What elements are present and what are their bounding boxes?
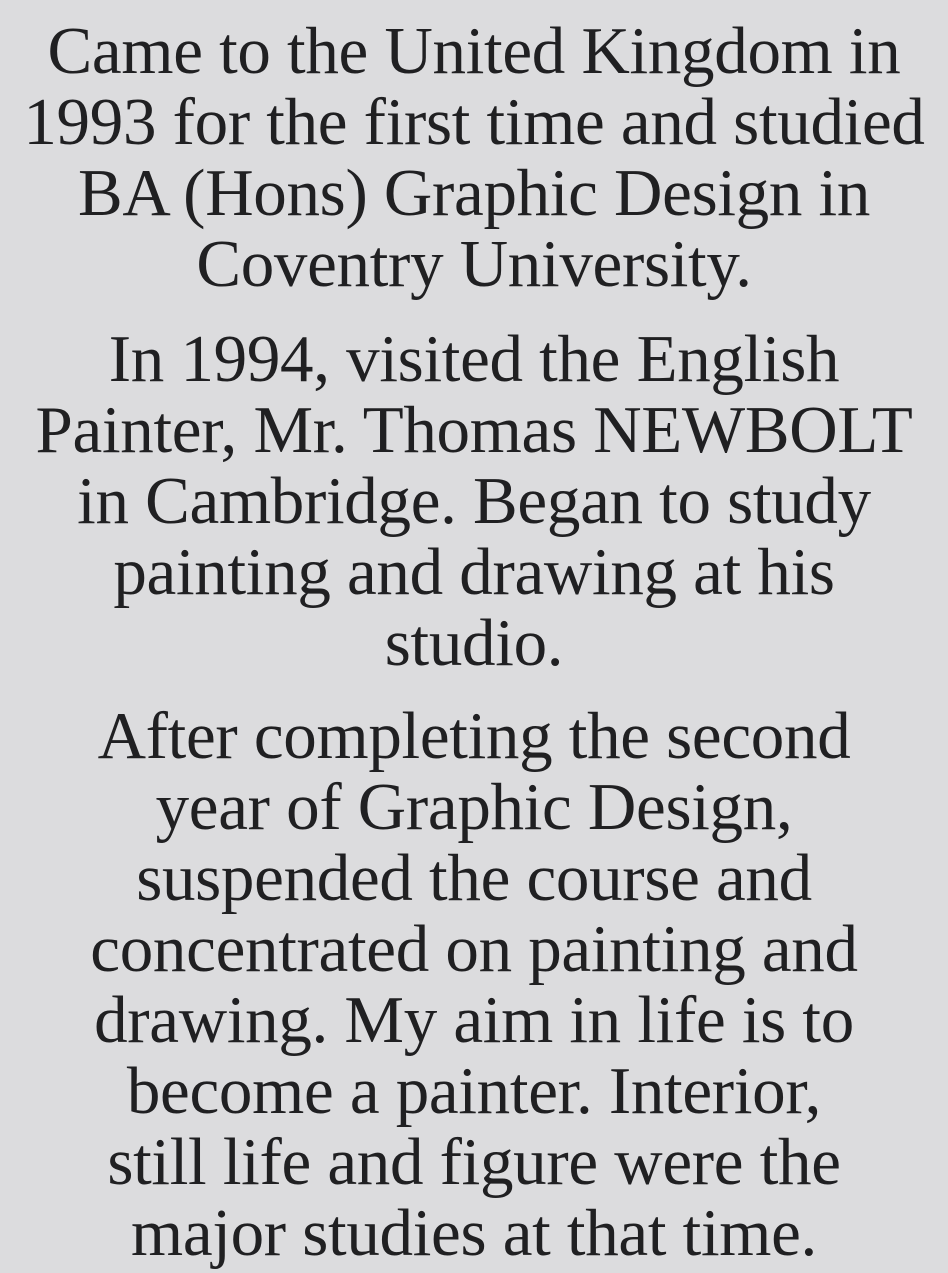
text-line: still life and figure were the xyxy=(107,1125,841,1199)
paragraph-newbolt xyxy=(14,324,934,679)
text-line: in Cambridge. Began to study xyxy=(77,464,871,538)
text-line: concentrated on painting and xyxy=(90,912,858,986)
text-line: drawing. My aim in life is to xyxy=(94,983,854,1057)
paragraph-arrival xyxy=(14,16,934,300)
text-line: painting and drawing at his xyxy=(113,535,835,609)
paragraph-painting xyxy=(14,701,934,1269)
text-line: year of Graphic Design, xyxy=(155,770,793,844)
text-line: Painter, Mr. Thomas NEWBOLT xyxy=(35,393,913,467)
text-line: 1993 for the first time and studied xyxy=(23,85,925,159)
text-line: Came to the United Kingdom in xyxy=(47,14,901,88)
text-line: BA (Hons) Graphic Design in xyxy=(77,156,871,230)
text-line: major studies at that time. xyxy=(131,1196,817,1270)
text-line: suspended the course and xyxy=(136,841,812,915)
text-line: studio. xyxy=(384,606,564,680)
text-line: Coventry University. xyxy=(196,227,752,301)
text-line: After completing the second xyxy=(97,699,851,773)
text-line: In 1994, visited the English xyxy=(108,322,840,396)
text-line: become a painter. Interior, xyxy=(126,1054,822,1128)
